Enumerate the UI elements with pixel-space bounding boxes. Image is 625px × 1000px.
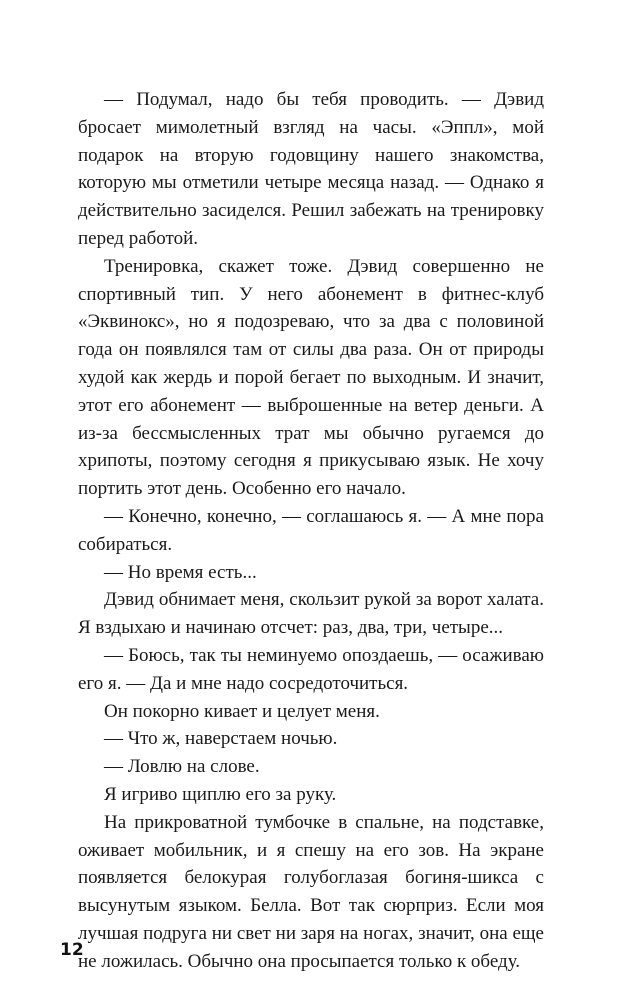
paragraph: Дэвид обнимает меня, скользит рукой за ворот халата. Я вздыхаю и начинаю отсчет: раз, два, три, четыре... — [78, 589, 544, 639]
paragraph: — Но время есть... — [104, 561, 257, 583]
paragraph: Я игриво щиплю его за руку. — [104, 783, 337, 805]
paragraph: — Ловлю на слове. — [104, 756, 260, 778]
paragraph: — Что ж, наверстаем ночью. — [104, 728, 338, 750]
paragraph: Он покорно кивает и целует меня. — [104, 700, 380, 722]
paragraph: — Подумал, надо бы тебя проводить. — Дэвид бросает мимолетный взгляд на часы. «Эппл», мой подарок на вторую годовщину нашего знакомства, которую мы отметили четыре месяца назад. — Однако я действительно засиделся. Решил забежать на тренировку перед работой. — [78, 89, 544, 249]
paragraph: — Конечно, конечно, — соглашаюсь я. — А мне пора собираться. — [78, 505, 544, 555]
page-number: 12 — [60, 940, 84, 960]
paragraph: Тренировка, скажет тоже. Дэвид совершенно не спортивный тип. У него абонемент в фитнес-клуб «Эквинокс», но я подозреваю, что за два с половиной года он появлялся там от силы два раза. Он от природы худой как жердь и порой бегает по выходным. И значит, этот его абонемент — выброшенные на ветер деньги. А из-за бессмысленных трат мы обычно ругаемся до хрипоты, поэтому сегодня я прикусываю язык. Не хочу портить этот день. Особенно его начало. — [78, 255, 544, 500]
paragraph: — Боюсь, так ты неминуемо опоздаешь, — осаживаю его я. — Да и мне надо сосредоточиться. — [78, 644, 544, 694]
paragraph: На прикроватной тумбочке в спальне, на подставке, оживает мобильник, и я спешу на его зов. На экране появляется белокурая голубоглазая богиня-шикса с высунутым языком. Белла. Вот так сюрприз. Если моя лучшая подруга ни свет ни заря на ногах, значит, она еще не ложилась. Обычно она просыпается только к обеду. — [78, 811, 544, 972]
body-text — [78, 86, 544, 976]
